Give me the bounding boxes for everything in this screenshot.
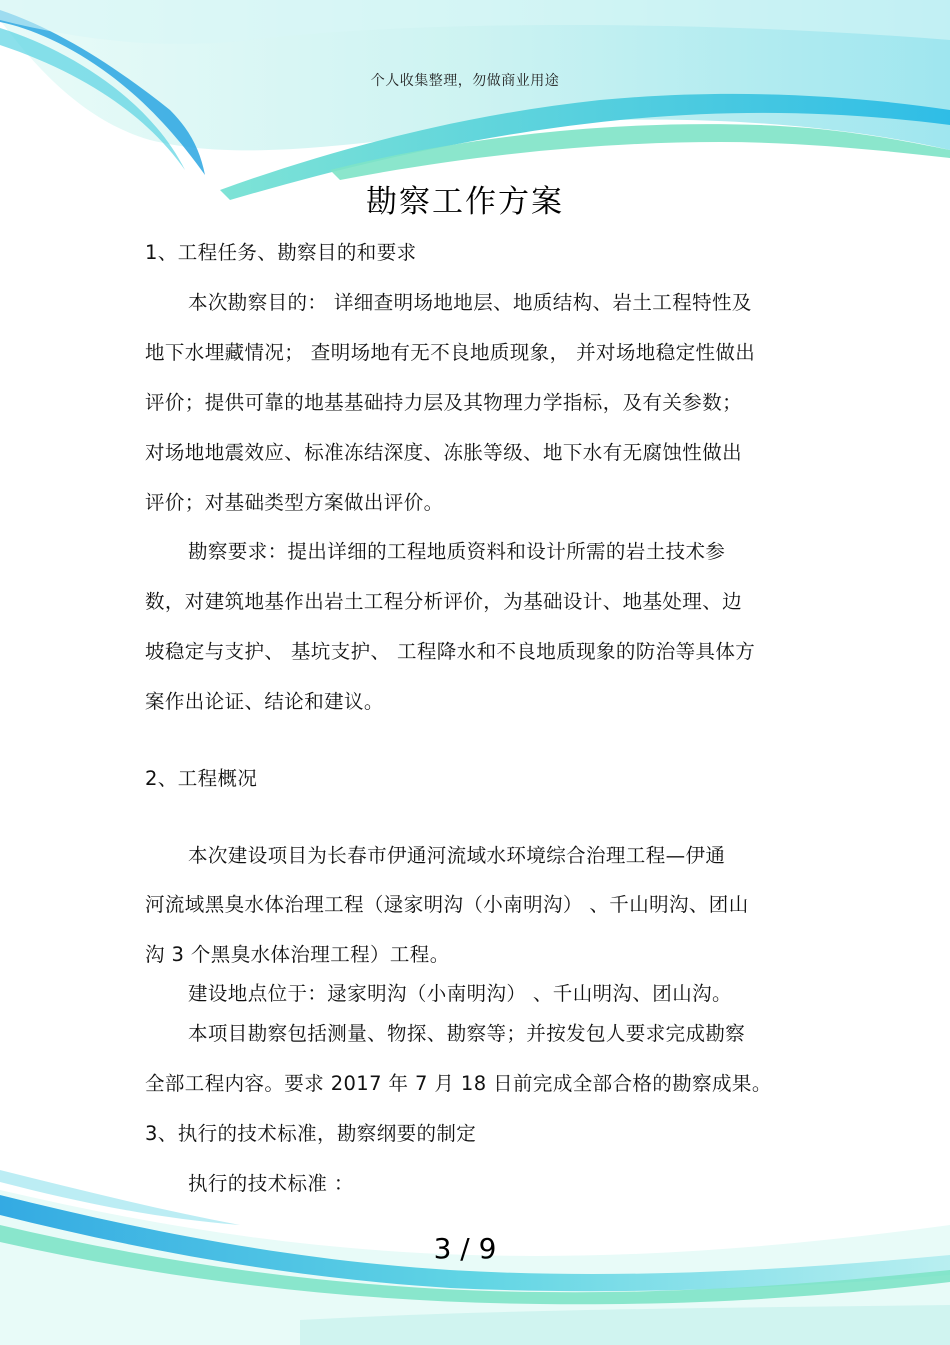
paragraph-line: 本次建设项目为长春市伊通河流域水环境综合治理工程—伊通 [188,844,726,867]
paragraph-line: 对场地地震效应、标准冻结深度、冻胀等级、地下水有无腐蚀性做出 [145,441,743,464]
paragraph-line: 勘察要求：提出详细的工程地质资料和设计所需的岩土技术参 [188,540,726,563]
paragraph-line: 河流域黑臭水体治理工程（逯家明沟（小南明沟） 、千山明沟、团山 [145,893,749,916]
paragraph-line: 坡稳定与支护、 基坑支护、 工程降水和不良地质现象的防治等具体方 [145,640,756,663]
paragraph-line: 建设地点位于：逯家明沟（小南明沟） 、千山明沟、团山沟。 [188,982,732,1005]
document-title: 勘察工作方案 [366,184,564,220]
paragraph-line: 地下水埋藏情况； 查明场地有无不良地质现象， 并对场地稳定性做出 [145,341,756,364]
watermark-text: 个人收集整理，勿做商业用途 [370,73,560,89]
section-heading-2: 2、工程概况 [145,767,258,790]
paragraph-line: 执行的技术标准 ： [188,1172,354,1195]
paragraph-line: 本次勘察目的： 详细查明场地地层、地质结构、岩土工程特性及 [188,291,752,314]
section-heading-1: 1、工程任务、勘察目的和要求 [145,241,417,264]
paragraph-line: 评价；对基础类型方案做出评价。 [145,491,444,514]
paragraph-line: 数，对建筑地基作出岩土工程分析评价，为基础设计、地基处理、边 [145,590,743,613]
paragraph-line: 全部工程内容。要求 2017 年 7 月 18 日前完成全部合格的勘察成果。 [145,1072,772,1095]
paragraph-line: 沟 3 个黑臭水体治理工程）工程。 [145,943,450,966]
paragraph-line: 案作出论证、结论和建议。 [145,690,384,713]
paragraph-line: 评价；提供可靠的地基基础持力层及其物理力学指标，及有关参数； [145,391,743,414]
paragraph-line: 本项目勘察包括测量、物探、勘察等；并按发包人要求完成勘察 [188,1022,746,1045]
page-number: 3 / 9 [433,1232,497,1265]
section-heading-3: 3、执行的技术标准，勘察纲要的制定 [145,1122,477,1145]
